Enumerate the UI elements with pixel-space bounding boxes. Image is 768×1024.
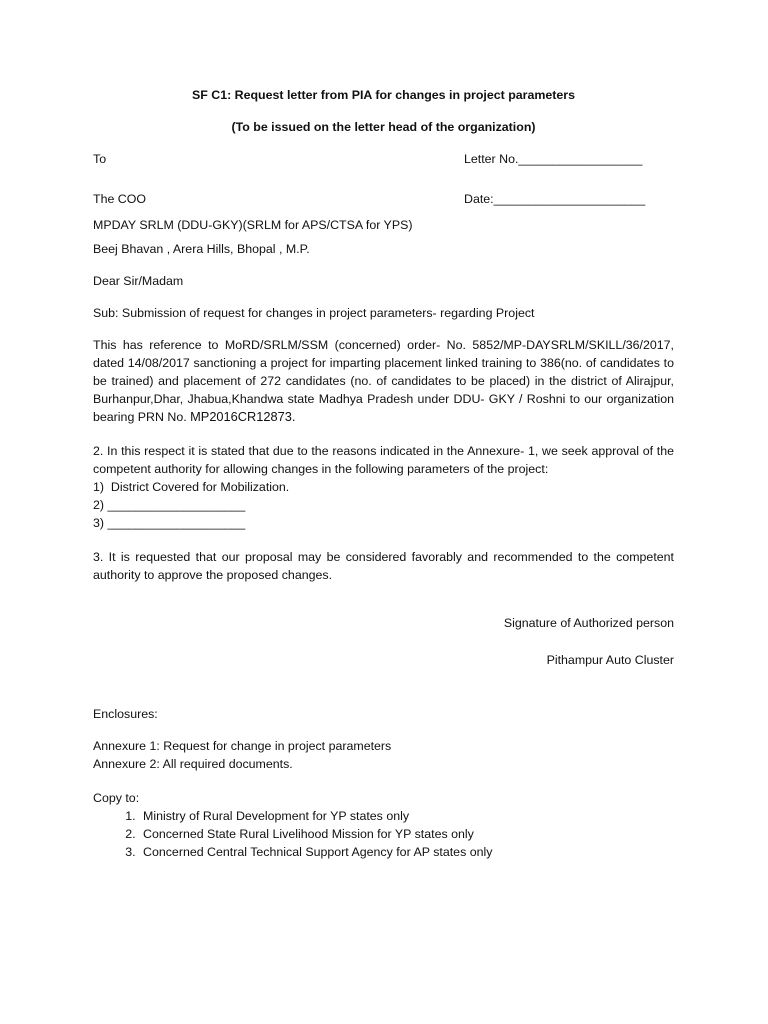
- copy-to-list: [93, 807, 674, 861]
- paragraph-1-text: This has reference to MoRD/SRLM/SSM (concerned) order- No. 5852/MP-DAYSRLM/SKILL/36/2017, dated 14/08/2017 sanctioning a project for imparting placement linked training to 386(no. of candidates to be trained) and placement of 272 candidates (no. of candidates to be placed) in the district of Alirajpur, Burhanpur,Dhar, Jhabua,Khandwa state Madhya Pradesh under DDU- GKY / Roshni to our organization bearing PRN No.: [93, 338, 674, 424]
- date-field: Date:______________________: [464, 192, 646, 206]
- signature-org: Pithampur Auto Cluster: [546, 653, 674, 667]
- enclosures-heading: Enclosures:: [93, 707, 158, 721]
- letter-page: [93, 86, 674, 861]
- recipient-row: [93, 190, 674, 208]
- document-title: SF C1: Request letter from PIA for changes in project parameters: [191, 88, 576, 102]
- to-label: To: [93, 152, 107, 166]
- copy-to-item: 2. Concerned State Rural Livelihood Mission for YP states only: [139, 825, 674, 843]
- copy-to-item: 1. Ministry of Rural Development for YP states only: [139, 807, 674, 825]
- document-subtitle: (To be issued on the letter head of the organization): [231, 120, 536, 134]
- body-paragraph-1: [93, 336, 674, 426]
- parameter-item: 2) ____________________: [93, 498, 246, 512]
- subject-line: Sub: Submission of request for changes in project parameters- regarding Project: [93, 306, 535, 320]
- body-paragraph-3: 3. It is requested that our proposal may be considered favorably and recommended to the competent authority to approve the proposed changes.: [93, 550, 674, 582]
- prn-number: MP2016CR12873.: [190, 409, 296, 424]
- letter-number: Letter No.__________________: [464, 152, 643, 166]
- body-paragraph-2: 2. In this respect it is stated that due to the reasons indicated in the Annexure- 1, we seek approval of the competent authority for allowing changes in the following parameters of the project:: [93, 444, 674, 476]
- parameter-item: 3) ____________________: [93, 516, 246, 530]
- parameter-item: 1) District Covered for Mobilization.: [93, 480, 290, 494]
- recipient-location: Beej Bhavan , Arera Hills, Bhopal , M.P.: [93, 242, 310, 256]
- recipient-org: MPDAY SRLM (DDU-GKY)(SRLM for APS/CTSA for YPS): [93, 218, 413, 232]
- enclosures-list: [93, 737, 674, 773]
- copy-to-item: 3. Concerned Central Technical Support Agency for AP states only: [139, 843, 674, 861]
- copy-to-heading: Copy to:: [93, 791, 140, 805]
- signature-block: [93, 614, 674, 669]
- parameter-list: [93, 478, 674, 532]
- enclosure-item: Annexure 1: Request for change in project parameters: [93, 739, 392, 753]
- recipient: The COO: [93, 192, 147, 206]
- enclosure-item: Annexure 2: All required documents.: [93, 757, 293, 771]
- signature-label: Signature of Authorized person: [503, 616, 674, 630]
- to-row: [93, 150, 674, 168]
- salutation: Dear Sir/Madam: [93, 274, 184, 288]
